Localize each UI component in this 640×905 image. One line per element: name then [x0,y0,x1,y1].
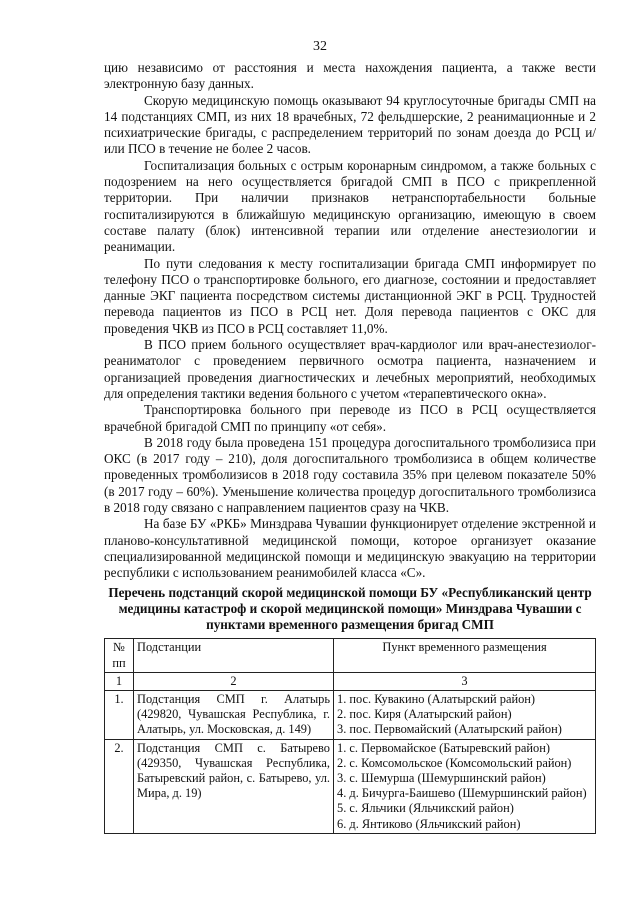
column-number-row [105,672,596,690]
point-item: 3. пос. Первомайский (Алатырский район) [337,722,562,737]
points-cell [334,691,596,740]
page-number: 32 [313,39,327,54]
table-row [105,739,596,833]
table-title: Перечень подстанций скорой медицинской помощи БУ «Республиканский центр медицины катастроф и скорой медицинской помощи» Минздрава Чувашии с пунктами временного размещения бригад СМП [108,584,592,633]
column-number: 3 [334,672,596,690]
point-item: 5. с. Яльчики (Яльчикский район) [337,801,514,816]
header-num: № пп [105,639,134,672]
header-substation: Подстанции [134,639,334,672]
paragraph: цию независимо от расстояния и места нахождения пациента, а также вести электронную базу данных. [104,60,596,92]
header-points: Пункт временного размещения [334,639,596,672]
point-item: 1. с. Первомайское (Батыревский район) [337,740,550,755]
paragraph: По пути следования к месту госпитализации бригада СМП информирует по телефону ПСО о транспортировке больного, его диагнозе, состоянии и предоставляет данные ЭКГ пациента посредством системы дистанционной ЭКГ в РСЦ. Трудностей перевода пациентов из ПСО в РСЦ нет. Доля перевода пациентов с ОКС для проведения ЧКВ из ПСО в РСЦ составляет 11,0%. [104,255,596,336]
point-item: 2. пос. Киря (Алатырский район) [337,707,512,722]
column-number: 1 [105,672,134,690]
column-number: 2 [134,672,334,690]
substation-cell: Подстанция СМП с. Батырево (429350, Чувашская Республика, Батыревский район, с. Батырево, ул. Мира, д. 19) [134,739,334,833]
paragraph: На базе БУ «РКБ» Минздрава Чувашии функционирует отделение экстренной и планово-консультативной медицинской помощи, которое организует оказание специализированной медицинской помощи и медицинскую эвакуацию на территории республики с использованием реанимобилей класса «С». [104,516,596,581]
paragraph: Госпитализация больных с острым коронарным синдромом, а также больных с подозрением на него осуществляется бригадой СМП в ПСО с прикрепленной территории. При наличии признаков нетранспортабельности больные госпитализируются в ближайшую медицинскую организацию, имеющую в своем составе палату (блок) интенсивной терапии или отделение анестезиологии и реанимации. [104,157,596,255]
paragraph: В 2018 году была проведена 151 процедура догоспитального тромболизиса при ОКС (в 2017 году – 210), доля догоспитального тромболизиса в общем количестве проведенных тромболизисов в 2018 году составила 35% при целевом показателе 50% (в 2017 году – 60%). Уменьшение количества процедур догоспитального тромболизиса в 2018 году связано с направлением пациентов сразу на ЧКВ. [104,434,596,516]
substations-table [104,638,596,833]
paragraph: Транспортировка больного при переводе из ПСО в РСЦ осуществляется врачебной бригадой СМП по принципу «от себя». [104,402,596,434]
table-header-row [105,639,596,672]
paragraph: В ПСО прием больного осуществляет врач-кардиолог или врач-анестезиолог-реаниматолог с проведением первичного осмотра пациента, назначением и организацией проведения диагностических и лечебных мероприятий, необходимых для определения тактики ведения больного с учетом «терапевтического окна». [104,337,596,401]
point-item: 2. с. Комсомольское (Комсомольский район) [337,755,572,770]
table-row [105,691,596,740]
page-content [104,60,596,834]
point-item: 4. д. Бичурга-Баишево (Шемуршинский район) [337,786,587,801]
points-cell [334,739,596,833]
substation-cell: Подстанция СМП г. Алатырь (429820, Чувашская Республика, г. Алатырь, ул. Московская, д. 149) [134,691,334,740]
point-item: 3. с. Шемурша (Шемуршинский район) [337,771,546,786]
point-item: 6. д. Янтиково (Яльчикский район) [337,816,521,831]
row-number: 1. [105,691,134,740]
point-item: 1. пос. Кувакино (Алатырский район) [337,692,536,706]
row-number: 2. [105,739,134,833]
paragraph: Скорую медицинскую помощь оказывают 94 круглосуточные бригады СМП на 14 подстанциях СМП, из них 18 врачебных, 72 фельдшерские, 2 реанимационные и 2 психиатрические бригады, с распределением территорий по зонам доезда до РСЦ и/или ПСО в течение не более 2 часов. [104,92,596,157]
